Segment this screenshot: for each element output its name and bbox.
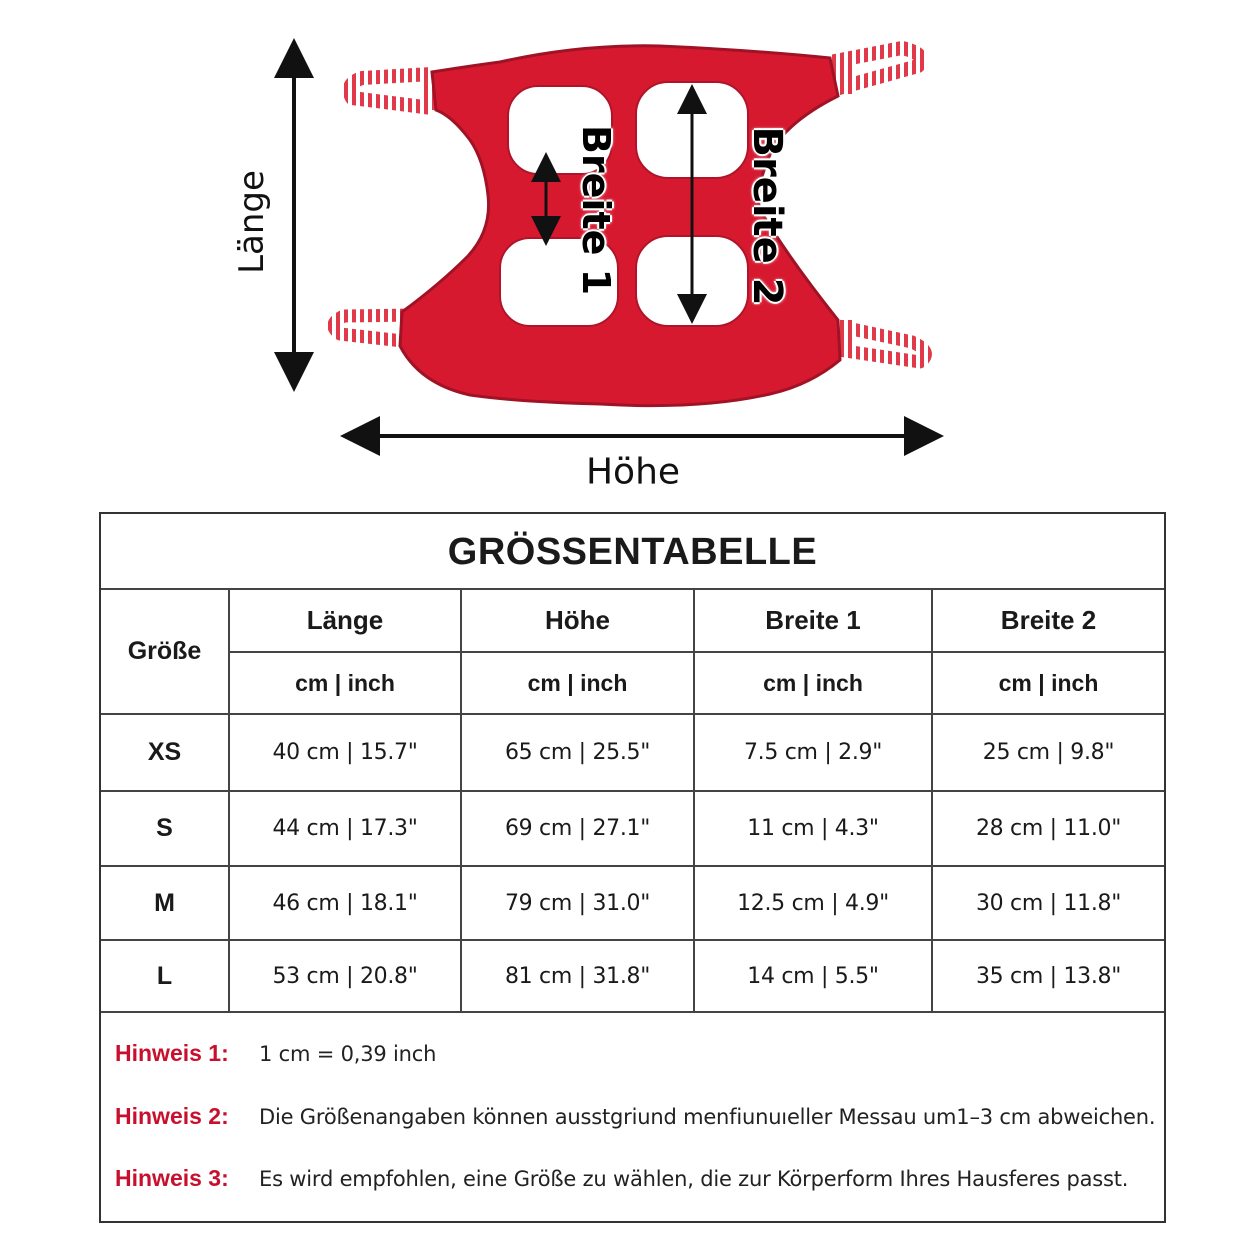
col-unit-hoehe: cm | inch xyxy=(527,669,628,696)
col-header-laenge: Länge xyxy=(306,605,384,635)
cell-breite2: 25 cm | 9.8" xyxy=(982,740,1115,765)
row-size: S xyxy=(156,814,173,842)
size-table xyxy=(99,512,1166,1223)
note-3 xyxy=(115,1165,1128,1192)
strap-top-right xyxy=(826,48,921,94)
cell-breite2: 35 cm | 13.8" xyxy=(975,963,1122,989)
col-header-hoehe: Höhe xyxy=(545,605,610,635)
cell-laenge: 44 cm | 17.3" xyxy=(272,816,418,841)
laenge-label: Länge xyxy=(232,170,272,274)
row-size: XS xyxy=(147,738,182,766)
row-size: L xyxy=(156,961,173,990)
breite1-label: Breite 1 xyxy=(574,124,618,296)
note-text: Die Größenangaben können ausstgriund menfiunuıeller Messau um1–3 cm abweichen. xyxy=(259,1105,1156,1129)
col-unit-breite2: cm | inch xyxy=(998,669,1099,696)
breite2-label: Breite 2 xyxy=(744,126,790,306)
cell-breite1: 14 cm | 5.5" xyxy=(747,963,879,989)
cell-laenge: 53 cm | 20.8" xyxy=(272,963,418,989)
cell-breite2: 28 cm | 11.0" xyxy=(975,816,1122,841)
cell-breite1: 7.5 cm | 2.9" xyxy=(743,740,883,765)
harness-diagram xyxy=(0,0,1254,510)
col-header-breite2: Breite 2 xyxy=(1000,605,1097,635)
cell-breite2: 30 cm | 11.8" xyxy=(975,890,1122,916)
note-label: Hinweis 3: xyxy=(115,1165,229,1191)
hoehe-label: Höhe xyxy=(585,451,681,493)
col-unit-breite1: cm | inch xyxy=(763,669,863,696)
cell-breite1: 11 cm | 4.3" xyxy=(747,816,879,841)
cell-laenge: 46 cm | 18.1" xyxy=(272,890,418,916)
cell-breite1: 12.5 cm | 4.9" xyxy=(737,890,889,916)
note-text: 1 cm = 0,39 inch xyxy=(259,1042,437,1066)
note-label: Hinweis 1: xyxy=(115,1040,229,1066)
col-header-breite1: Breite 1 xyxy=(765,605,861,635)
note-1 xyxy=(115,1040,436,1067)
cell-hoehe: 81 cm | 31.8" xyxy=(504,963,651,989)
cell-hoehe: 65 cm | 25.5" xyxy=(504,740,651,765)
cell-hoehe: 79 cm | 31.0" xyxy=(504,890,651,916)
row-size: M xyxy=(154,888,175,917)
size-header: Größe xyxy=(127,637,202,665)
table-title: GRÖSSENTABELLE xyxy=(447,530,818,573)
note-label: Hinweis 2: xyxy=(115,1103,229,1129)
note-text: Es wird empfohlen, eine Größe zu wählen, die zur Körperform Ihres Hausferes passt. xyxy=(259,1167,1129,1191)
cell-laenge: 40 cm | 15.7" xyxy=(272,740,418,765)
col-unit-laenge: cm | inch xyxy=(295,669,395,696)
harness-illustration xyxy=(0,0,1254,510)
note-2 xyxy=(115,1103,1155,1130)
cell-hoehe: 69 cm | 27.1" xyxy=(504,816,651,841)
